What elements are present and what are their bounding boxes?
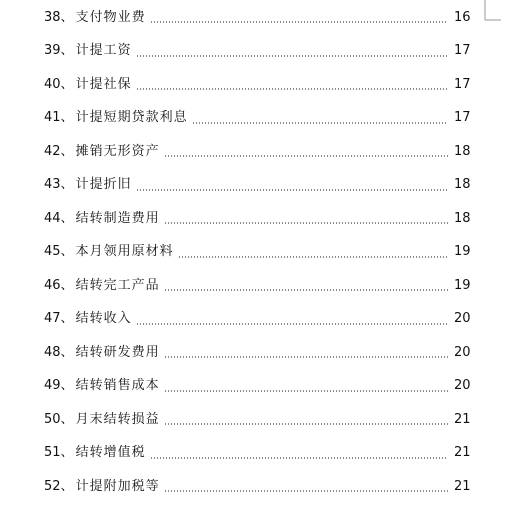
entry-page-number: 17: [454, 43, 471, 59]
entry-separator: 、: [60, 445, 74, 461]
dot-leader: [164, 423, 448, 425]
entry-number: 52: [44, 478, 61, 494]
entry-separator: 、: [60, 378, 74, 394]
dot-leader: [164, 155, 448, 157]
dot-leader: [136, 189, 448, 191]
entry-title: 结转研发费用: [75, 344, 160, 360]
entry-number: 45: [44, 244, 61, 260]
toc-entry[interactable]: [44, 235, 470, 269]
toc-entry[interactable]: [44, 202, 470, 236]
entry-separator: 、: [60, 244, 74, 260]
entry-page-number: 18: [454, 143, 471, 159]
dot-leader: [150, 21, 448, 23]
toc-entry[interactable]: [44, 369, 470, 403]
entry-page-number: 17: [454, 76, 471, 92]
toc-entry[interactable]: [44, 336, 470, 370]
entry-number: 44: [44, 210, 61, 226]
entry-separator: 、: [60, 210, 74, 226]
entry-page-number: 20: [454, 344, 471, 360]
entry-page-number: 18: [454, 177, 471, 193]
dot-leader: [178, 256, 448, 258]
toc-entry[interactable]: [44, 470, 470, 504]
entry-separator: 、: [60, 143, 74, 159]
dot-leader: [136, 88, 448, 90]
entry-title: 月末结转损益: [75, 411, 160, 427]
entry-page-number: 19: [454, 277, 471, 293]
dot-leader: [192, 122, 448, 124]
entry-page-number: 19: [454, 244, 471, 260]
entry-page-number: 21: [454, 478, 471, 494]
entry-separator: 、: [60, 76, 74, 92]
entry-page-number: 20: [454, 311, 471, 327]
toc-entry[interactable]: [44, 68, 470, 102]
dot-leader: [164, 490, 448, 492]
entry-page-number: 18: [454, 210, 471, 226]
entry-page-number: 21: [454, 445, 471, 461]
toc-entry[interactable]: [44, 168, 470, 202]
dot-leader: [164, 390, 448, 392]
entry-title: 结转收入: [75, 311, 132, 327]
entry-number: 49: [44, 378, 61, 394]
dot-leader: [136, 323, 448, 325]
entry-number: 38: [44, 9, 61, 25]
entry-title: 结转增值税: [75, 445, 146, 461]
toc-entry[interactable]: [44, 302, 470, 336]
toc-entry[interactable]: [44, 135, 470, 169]
entry-title: 计提工资: [75, 43, 132, 59]
entry-page-number: 21: [454, 411, 471, 427]
margin-corner-mark: [484, 0, 502, 22]
entry-title: 结转制造费用: [75, 210, 160, 226]
toc-entry[interactable]: [44, 34, 470, 68]
entry-separator: 、: [60, 344, 74, 360]
entry-number: 48: [44, 344, 61, 360]
entry-number: 40: [44, 76, 61, 92]
dot-leader: [136, 55, 448, 57]
entry-separator: 、: [60, 311, 74, 327]
entry-title: 摊销无形资产: [75, 143, 160, 159]
dot-leader: [164, 222, 448, 224]
entry-number: 50: [44, 411, 61, 427]
toc-entry[interactable]: [44, 403, 470, 437]
toc-entry[interactable]: [44, 269, 470, 303]
entry-separator: 、: [60, 411, 74, 427]
table-of-contents: [44, 0, 470, 503]
entry-number: 43: [44, 177, 61, 193]
entry-separator: 、: [60, 110, 74, 126]
entry-title: 计提社保: [75, 76, 132, 92]
entry-separator: 、: [60, 277, 74, 293]
entry-number: 41: [44, 110, 61, 126]
entry-title: 本月领用原材料: [75, 244, 174, 260]
entry-number: 51: [44, 445, 61, 461]
toc-entry[interactable]: [44, 101, 470, 135]
dot-leader: [150, 457, 448, 459]
entry-number: 42: [44, 143, 61, 159]
entry-number: 46: [44, 277, 61, 293]
entry-page-number: 20: [454, 378, 471, 394]
entry-separator: 、: [60, 177, 74, 193]
entry-title: 结转销售成本: [75, 378, 160, 394]
toc-entry[interactable]: [44, 0, 470, 34]
entry-title: 计提折旧: [75, 177, 132, 193]
entry-title: 支付物业费: [75, 9, 146, 25]
entry-separator: 、: [60, 43, 74, 59]
dot-leader: [164, 356, 448, 358]
entry-number: 39: [44, 43, 61, 59]
toc-entry[interactable]: [44, 436, 470, 470]
entry-title: 计提短期贷款利息: [75, 110, 188, 126]
entry-title: 结转完工产品: [75, 277, 160, 293]
entry-page-number: 16: [454, 9, 471, 25]
entry-page-number: 17: [454, 110, 471, 126]
entry-title: 计提附加税等: [75, 478, 160, 494]
entry-number: 47: [44, 311, 61, 327]
entry-separator: 、: [60, 9, 74, 25]
entry-separator: 、: [60, 478, 74, 494]
dot-leader: [164, 289, 448, 291]
